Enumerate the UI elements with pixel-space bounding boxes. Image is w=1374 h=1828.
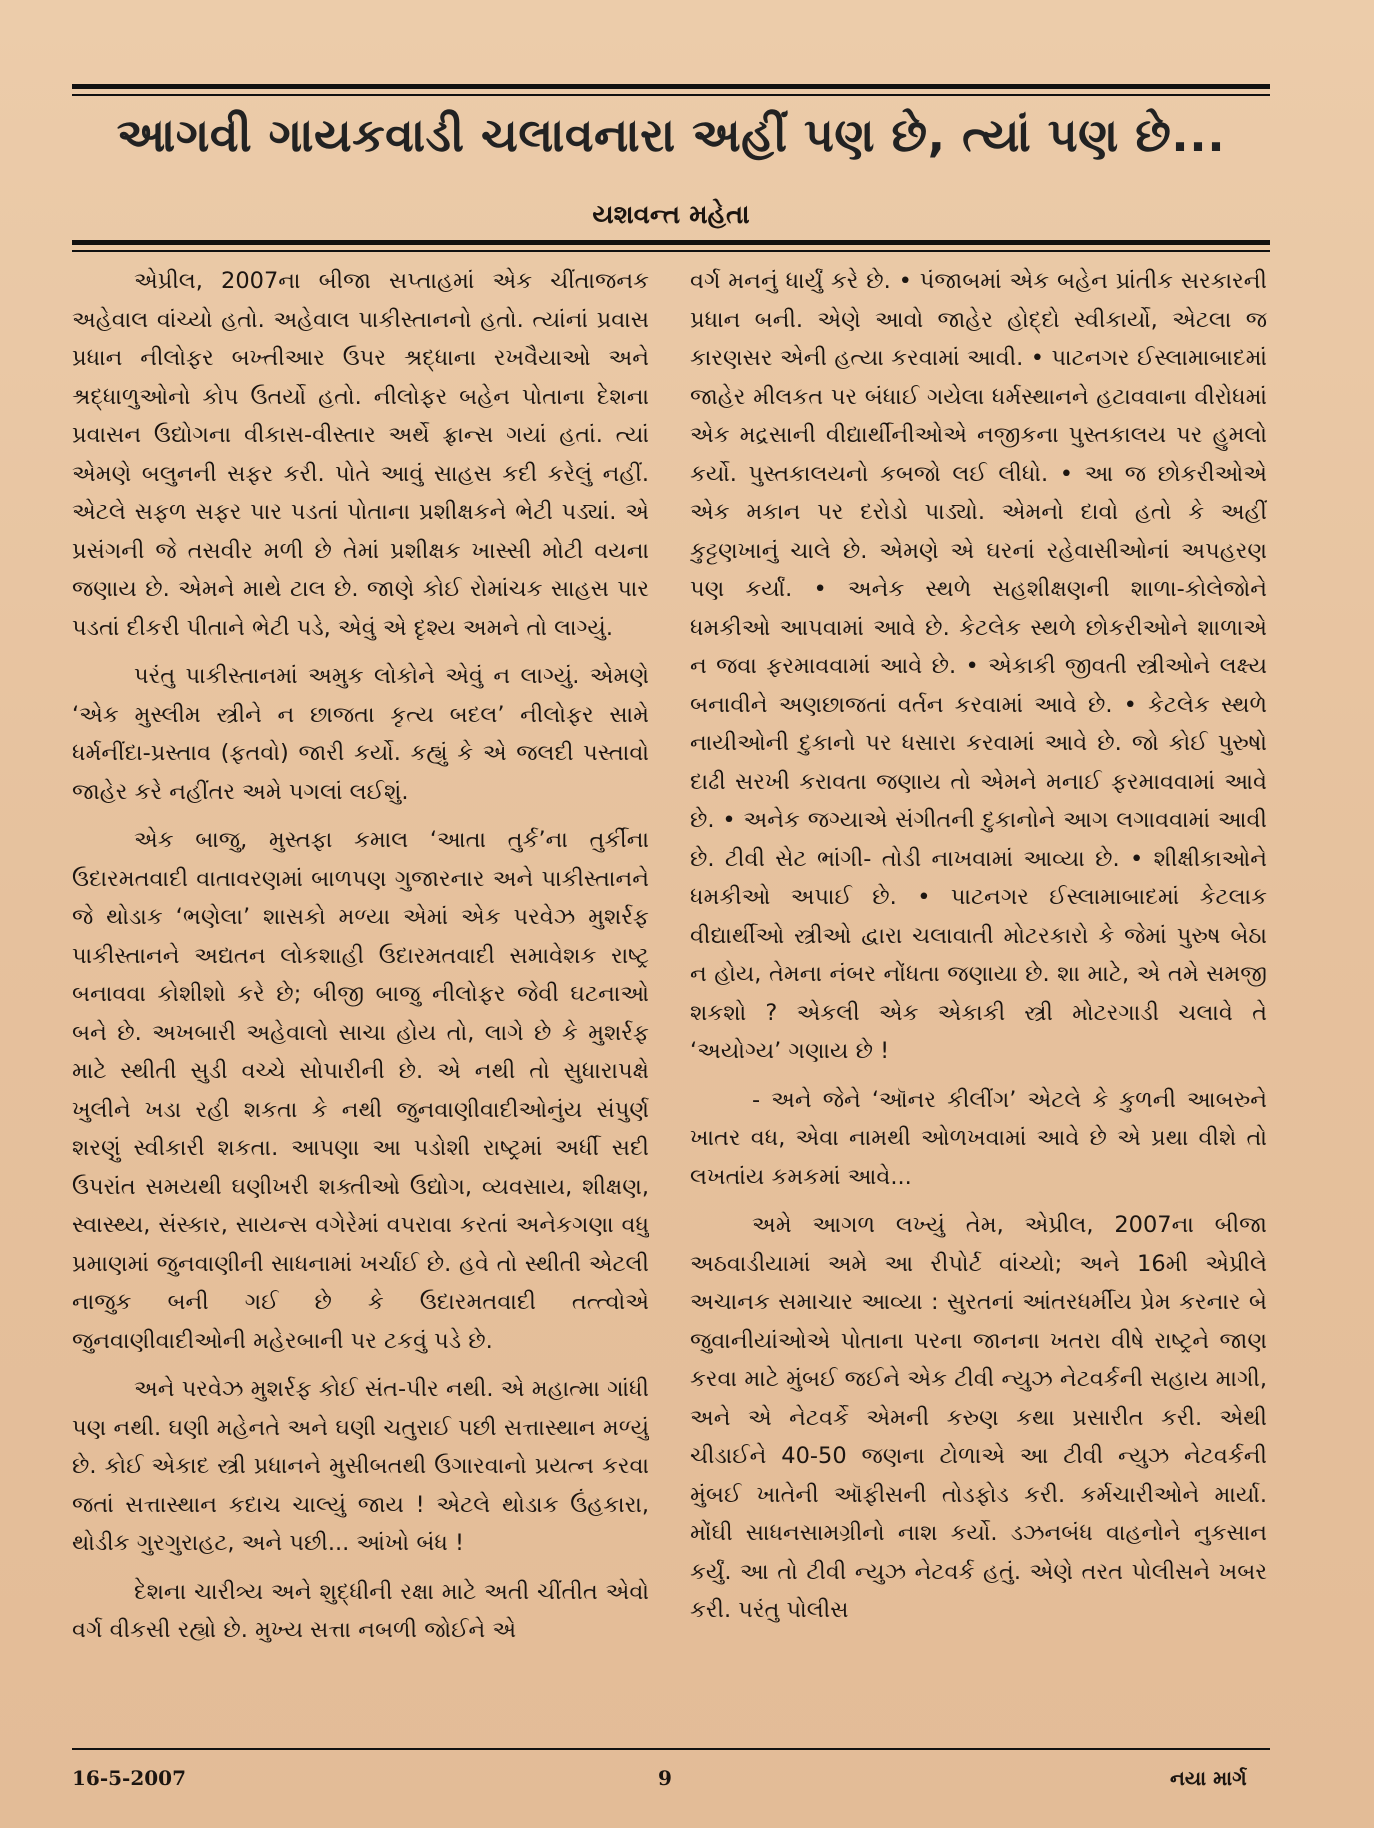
article-author: યશવન્ત મહેતા: [592, 200, 750, 230]
paragraph: પરંતુ પાકીસ્તાનમાં અમુક લોકોને એવું ન લાગ્યું. એમણે ‘એક મુસ્લીમ સ્ત્રીને ન છાજતા કૃત્ય બદલ’ નીલોફર સામે ધર્મનીંદા-પ્રસ્તાવ (ફતવો) જારી કર્યો. કહ્યું કે એ જલદી પસ્તાવો જાહેર કરે નહીંતર અમે પગલાં લઈશું.: [72, 663, 649, 805]
left-column: [72, 262, 649, 1712]
paragraph: - અને જેને ‘ઑનર કીલીંગ’ એટલે કે કુળની આબરુને ખાતર વધ, એવા નામથી ઓળખવામાં આવે છે એ પ્રથા વીશે તો લખતાંય કમકમાં આવે...: [690, 1086, 1267, 1190]
top-rule-thick: [72, 84, 1270, 89]
paragraph: અને પરવેઝ મુશર્રફ કોઈ સંત-પીર નથી. એ મહાત્મા ગાંધી પણ નથી. ઘણી મહેનતે અને ઘણી ચતુરાઈ પછી સત્તાસ્થાન મળ્યું છે. કોઈ એકાદ સ્ત્રી પ્રધાનને મુસીબતથી ઉગારવાનો પ્રયત્ન કરવા જતાં સત્તાસ્થાન કદાચ ચાલ્યું જાય ! એટલે થોડાક ઉંહકારા, થોડીક ગુરગુરાહટ, અને પછી... આંખો બંધ !: [72, 1376, 649, 1556]
article-title: આગવી ગાયકવાડી ચલાવનારા અહીં પણ છે, ત્યાં પણ છે...: [116, 108, 1226, 162]
header-rule-thick: [72, 240, 1270, 245]
paragraph: એપ્રીલ, 2007ના બીજા સપ્તાહમાં એક ચીંતાજનક અહેવાલ વાંચ્યો હતો. અહેવાલ પાકીસ્તાનનો હતો. ત્યાંનાં પ્રવાસ પ્રધાન નીલોફર બખ્તીઆર ઉપર શ્રદ્ધાના રખવૈયાઓ અને શ્રદ્ધાળુઓનો કોપ ઉતર્યો હતો. નીલોફર બહેન પોતાના દેશના પ્રવાસન ઉદ્યોગના વીકાસ-વીસ્તાર અર્થે ફ્રાન્સ ગયાં હતાં. ત્યાં એમણે બલુનની સફર કરી. પોતે આવું સાહસ કદી કરેલું નહીં. એટલે સફળ સફર પાર પડતાં પોતાના પ્રશીક્ષકને ભેટી પડ્યાં. એ પ્રસંગની જે તસવીર મળી છે તેમાં પ્રશીક્ષક ખાસ્સી મોટી વયના જણાય છે. એમને માથે ટાલ છે. જાણે કોઈ રોમાંચક સાહસ પાર પડતાં દીકરી પીતાને ભેટી પડે, એવું એ દૃશ્ય અમને તો લાગ્યું.: [72, 268, 649, 641]
paragraph: એક બાજુ, મુસ્તફા કમાલ ‘આતા તુર્ક’ના તુર્કીના ઉદારમતવાદી વાતાવરણમાં બાળપણ ગુજારનાર અને પાકીસ્તાનને જે થોડાક ‘ભણેલા’ શાસકો મળ્યા એમાં એક પરવેઝ મુશર્રફ પાકીસ્તાનને અદ્યતન લોકશાહી ઉદારમતવાદી સમાવેશક રાષ્ટ્ર બનાવવા કોશીશો કરે છે; બીજી બાજુ નીલોફર જેવી ઘટનાઓ બને છે. અખબારી અહેવાલો સાચા હોય તો, લાગે છે કે મુશર્રફ માટે સ્થીતી સુડી વચ્ચે સોપારીની છે. એ નથી તો સુધારાપક્ષે ખુલીને ખડા રહી શકતા કે નથી જુનવાણીવાદીઓનુંય સંપુર્ણ શરણું સ્વીકારી શકતા. આપણા આ પડોશી રાષ્ટ્રમાં અર્ધી સદી ઉપરાંત સમયથી ઘણીખરી શક્તીઓ ઉદ્યોગ, વ્યવસાય, શીક્ષણ, સ્વાસ્થ્ય, સંસ્કાર, સાયન્સ વગેરેમાં વપરાવા કરતાં અનેકગણા વધુ પ્રમાણમાં જુનવાણીની સાધનામાં ખર્ચાઈ છે. હવે તો સ્થીતી એટલી નાજુક બની ગઈ છે કે ઉદારમતવાદી તત્ત્વોએ જુનવાણીવાદીઓની મહેરબાની પર ટકવું પડે છે.: [72, 827, 649, 1354]
header-rule-thin: [72, 250, 1270, 252]
page-number: 9: [658, 1766, 672, 1790]
footer-date: 16-5-2007: [72, 1766, 187, 1790]
paragraph: દેશના ચારીત્ર્ય અને શુદ્ધીની રક્ષા માટે અતી ચીંતીત એવો વર્ગ વીકસી રહ્યો છે. મુખ્ય સત્તા નબળી જોઈને એ: [72, 1578, 649, 1643]
paragraph: વર્ગ મનનું ધાર્યું કરે છે. • પંજાબમાં એક બહેન પ્રાંતીક સરકારની પ્રધાન બની. એણે આવો જાહેર હોદ્દો સ્વીકાર્યો, એટલા જ કારણસર એની હત્યા કરવામાં આવી. • પાટનગર ઈસ્લામાબાદમાં જાહેર મીલકત પર બંધાઈ ગયેલા ધર્મસ્થાનને હટાવવાના વીરોધમાં એક મદ્રસાની વીદ્યાર્થીનીઓએ નજીકના પુસ્તકાલય પર હુમલો કર્યો. પુસ્તકાલયનો કબજો લઈ લીધો. • આ જ છોકરીઓએ એક મકાન પર દરોડો પાડ્યો. એમનો દાવો હતો કે અહીં કુટ્ટણખાનું ચાલે છે. એમણે એ ઘરનાં રહેવાસીઓનાં અપહરણ પણ કર્યાં. • અનેક સ્થળે સહશીક્ષણની શાળા-કોલેજોને ધમકીઓ આપવામાં આવે છે. કેટલેક સ્થળે છોકરીઓને શાળાએ ન જવા ફરમાવવામાં આવે છે. • એકાકી જીવતી સ્ત્રીઓને લક્ષ્ય બનાવીને અણછાજતાં વર્તન કરવામાં આવે છે. • કેટલેક સ્થળે નાયીઓની દુકાનો પર ધસારા કરવામાં આવે છે. જો કોઈ પુરુષો દાઢી સરખી કરાવતા જણાય તો એમને મનાઈ ફરમાવવામાં આવે છે. • અનેક જગ્યાએ સંગીતની દુકાનોને આગ લગાવવામાં આવી છે. ટીવી સેટ ભાંગી- તોડી નાખવામાં આવ્યા છે. • શીક્ષીકાઓને ધમકીઓ અપાઈ છે. • પાટનગર ઈસ્લામાબાદમાં કેટલાક વીદ્યાર્થીઓ સ્ત્રીઓ દ્વારા ચલાવાતી મોટરકારો કે જેમાં પુરુષ બેઠા ન હોય, તેમના નંબર નોંધતા જણાયા છે. શા માટે, એ તમે સમજી શકશો ? એકલી એક એકાકી સ્ત્રી મોટરગાડી ચલાવે તે ‘અયોગ્ય’ ગણાય છે !: [690, 268, 1267, 1064]
top-rule-thin: [72, 94, 1270, 96]
paragraph: અમે આગળ લખ્યું તેમ, એપ્રીલ, 2007ના બીજા અઠવાડીયામાં અમે આ રીપોર્ટ વાંચ્યો; અને 16મી એપ્રીલે અચાનક સમાચાર આવ્યા : સુરતનાં આંતરધર્મીય પ્રેમ કરનાર બે જુવાનીયાંઓએ પોતાના પરના જાનના ખતરા વીષે રાષ્ટ્રને જાણ કરવા માટે મુંબઈ જઈને એક ટીવી ન્યુઝ નેટવર્કની સહાય માગી, અને એ નેટવર્કે એમની કરુણ કથા પ્રસારીત કરી. એથી ચીડાઈને 40-50 જણના ટોળાએ આ ટીવી ન્યુઝ નેટવર્કની મુંબઈ ખાતેની ઑફીસની તોડફોડ કરી. કર્મચારીઓને માર્યા. મોંઘી સાધનસામગ્રીનો નાશ કર્યો. ડઝનબંધ વાહનોને નુકસાન કર્યું. આ તો ટીવી ન્યુઝ નેટવર્ક હતું. એણે તરત પોલીસને ખબર કરી. પરંતુ પોલીસ: [690, 1212, 1267, 1623]
footer-rule: [72, 1748, 1270, 1750]
publication-name: નયા માર્ગ: [1170, 1766, 1247, 1790]
right-column: [690, 262, 1267, 1712]
